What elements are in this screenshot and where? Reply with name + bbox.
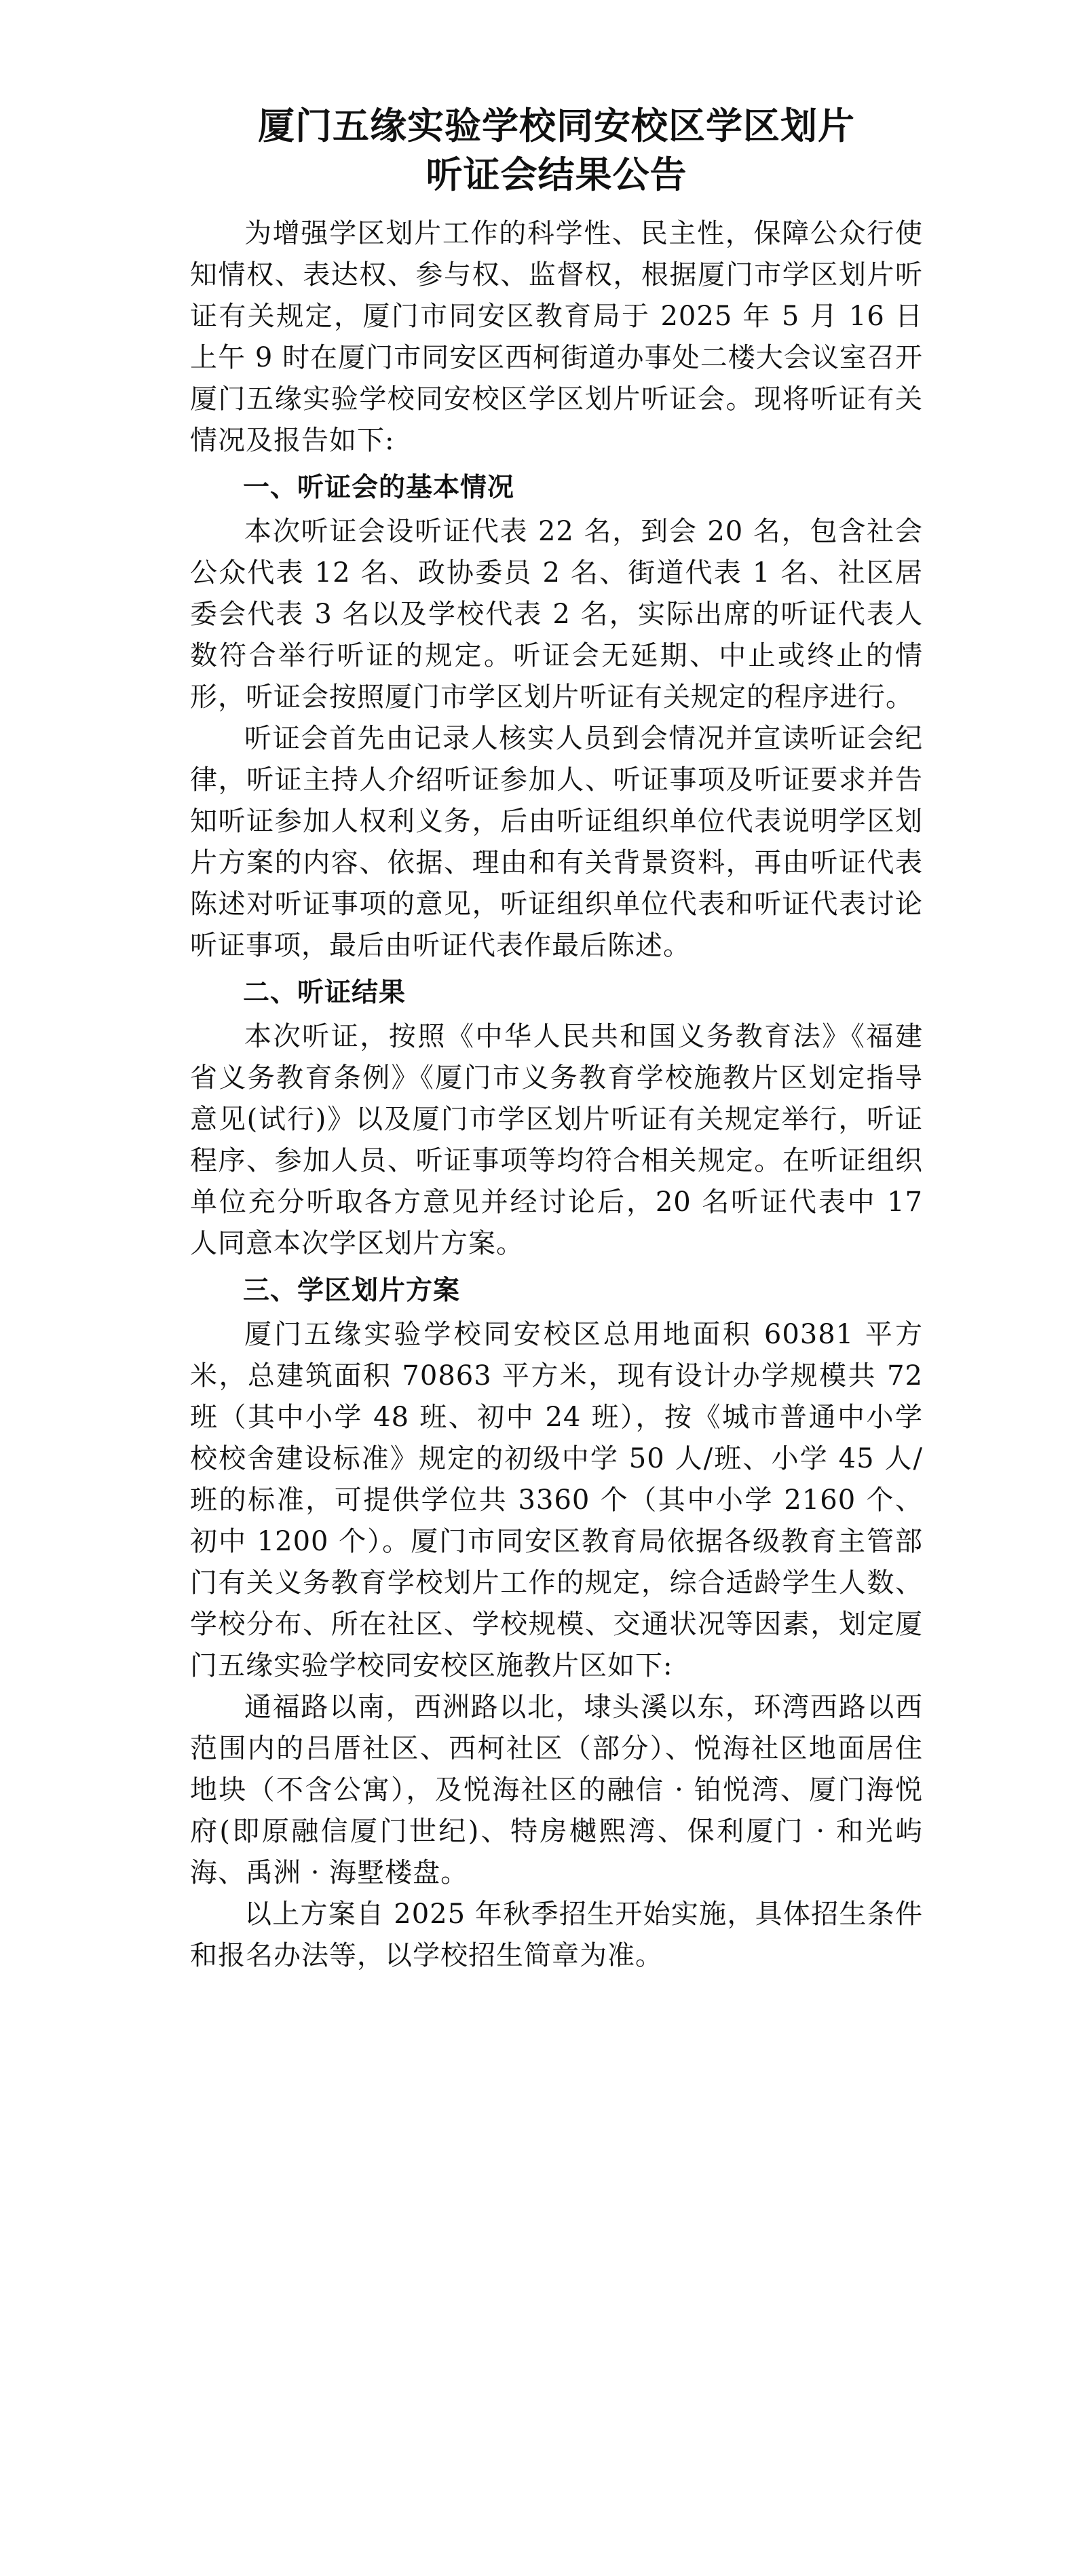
body-paragraph: 听证会首先由记录人核实人员到会情况并宣读听证会纪律，听证主持人介绍听证参加人、听证事项及听证要求并告知听证参加人权利义务，后由听证组织单位代表说明学区划片方案的内容、依据、理由和有关背景资料，再由听证代表陈述对听证事项的意见，听证组织单位代表和听证代表讨论听证事项，最后由听证代表作最后陈述。 xyxy=(190,723,923,961)
body-paragraph: 通福路以南，西洲路以北，埭头溪以东，环湾西路以西范围内的吕厝社区、西柯社区（部分）、悦海社区地面居住地块（不含公寓），及悦海社区的融信 · 铂悦湾、厦门海悦府(即原融信厦门世纪)、特房樾熙湾、保利厦门 · 和光屿海、禹洲 · 海墅楼盘。 xyxy=(190,1692,923,1888)
body-paragraph: 厦门五缘实验学校同安校区总用地面积 60381 平方米，总建筑面积 70863 平方米，现有设计办学规模共 72 班（其中小学 48 班、初中 24 班），按《城市普通中小学校校舍建设标准》规定的初级中学 50 人/班、小学 45 人/班的标准，可提供学位共 3360 个（其中小学 2160 个、初中 1200 个）。厦门市同安区教育局依据各级教育主管部门有关义务教育学校划片工作的规定，综合适龄学生人数、学校分布、所在社区、学校规模、交通状况等因素，划定厦门五缘实验学校同安校区施教片区如下: xyxy=(190,1319,923,1681)
body-paragraph: 本次听证会设听证代表 22 名，到会 20 名，包含社会公众代表 12 名、政协委员 2 名、街道代表 1 名、社区居委会代表 3 名以及学校代表 2 名，实际出席的听证代表人数符合举行听证的规定。听证会无延期、中止或终止的情形，听证会按照厦门市学区划片听证有关规定的程序进行。 xyxy=(190,516,923,713)
intro-paragraph: 为增强学区划片工作的科学性、民主性，保障公众行使知情权、表达权、参与权、监督权，根据厦门市学区划片听证有关规定，厦门市同安区教育局于 2025 年 5 月 16 日上午 9 时在厦门市同安区西柯街道办事处二楼大会议室召开厦门五缘实验学校同安校区学区划片听证会。现将听证有关情况及报告如下: xyxy=(190,218,923,456)
section-basic-info xyxy=(190,467,923,967)
body-paragraph: 本次听证，按照《中华人民共和国义务教育法》《福建省义务教育条例》《厦门市义务教育学校施教片区划定指导意见(试行)》以及厦门市学区划片听证有关规定举行，听证程序、参加人员、听证事项等均符合相关规定。在听证组织单位充分听取各方意见并经讨论后，20 名听证代表中 17 人同意本次学区划片方案。 xyxy=(190,1021,923,1259)
document-title xyxy=(190,102,923,200)
section-heading: 一、听证会的基本情况 xyxy=(243,472,515,503)
title-line-2: 听证会结果公告 xyxy=(426,153,687,196)
section-heading: 二、听证结果 xyxy=(243,977,407,1008)
body-paragraph: 以上方案自 2025 年秋季招生开始实施，具体招生条件和报名办法等，以学校招生简章为准。 xyxy=(190,1899,923,1971)
section-heading: 三、学区划片方案 xyxy=(243,1275,461,1306)
section-hearing-result xyxy=(190,972,923,1265)
announcement-page xyxy=(190,102,923,1977)
title-line-1: 厦门五缘实验学校同安校区学区划片 xyxy=(258,105,855,147)
document-body xyxy=(190,213,923,1977)
section-zoning-plan xyxy=(190,1270,923,1977)
